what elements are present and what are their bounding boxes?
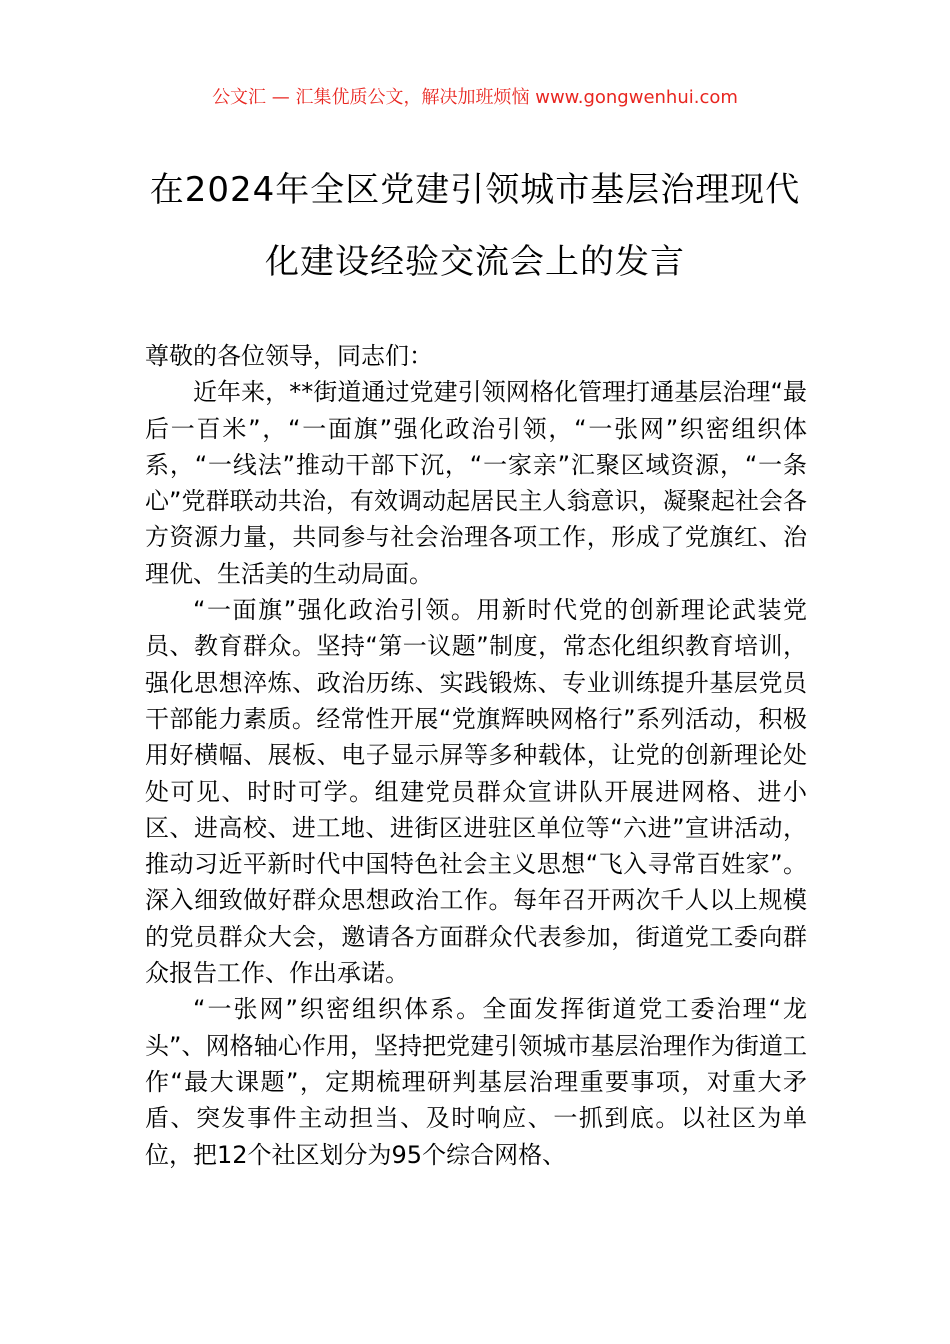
paragraph-political-leadership: “一面旗”强化政治引领。用新时代党的创新理论武装党员、教育群众。坚持“第一议题”制度，常态化组织教育培训，强化思想淬炼、政治历练、实践锻炼、专业训练提升基层党员干部能力素质。经常性开展“党旗辉映网格行”系列活动，积极用好横幅、展板、电子显示屏等多种载体，让党的创新理论处处可见、时时可学。组建党员群众宣讲队开展进网格、进小区、进高校、进工地、进街区进驻区单位等“六进”宣讲活动，推动习近平新时代中国特色社会主义思想“飞入寻常百姓家”。深入细致做好群众思想政治工作。每年召开两次千人以上规模的党员群众大会，邀请各方面群众代表参加，街道党工委向群众报告工作、作出承诺。 xyxy=(145,596,807,988)
document-body xyxy=(145,338,807,1173)
title-line-2: 化建设经验交流会上的发言 xyxy=(265,242,685,282)
paragraph-intro: 近年来，**街道通过党建引领网格化管理打通基层治理“最后一百米”，“一面旗”强化政治引领，“一张网”织密组织体系，“一线法”推动干部下沉，“一家亲”汇聚区域资源，“一条心”党群联动共治，有效调动起居民主人翁意识，凝聚起社会各方资源力量，共同参与社会治理各项工作，形成了党旗红、治理优、生活美的生动局面。 xyxy=(145,378,807,588)
salutation: 尊敬的各位领导，同志们： xyxy=(145,342,433,370)
title-line-1: 在2024年全区党建引领城市基层治理现代 xyxy=(149,170,801,210)
header-banner: 公文汇 — 汇集优质公文，解决加班烦恼 www.gongwenhui.com xyxy=(212,87,738,108)
paragraph-organization-system: “一张网”织密组织体系。全面发挥街道党工委治理“龙头”、网格轴心作用，坚持把党建引领城市基层治理作为街道工作“最大课题”，定期梳理研判基层治理重要事项，对重大矛盾、突发事件主动担当、及时响应、一抓到底。以社区为单位，把12个社区划分为95个综合网格、 xyxy=(145,995,807,1169)
document-title xyxy=(100,154,850,298)
